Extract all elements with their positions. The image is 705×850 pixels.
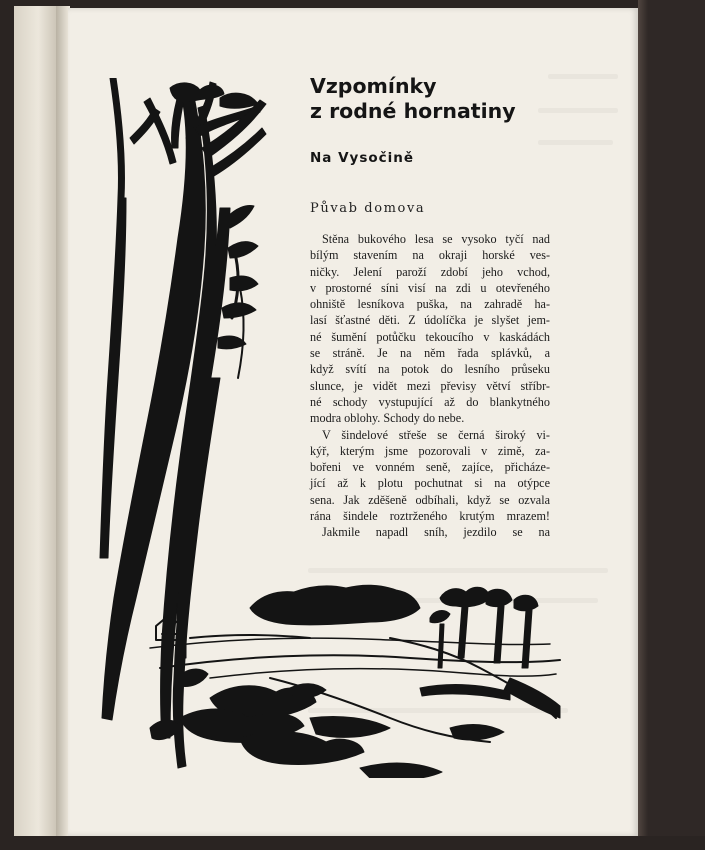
text-line: rána šindele roztrženého krutým mrazem! xyxy=(310,509,550,524)
chapter-title xyxy=(310,74,516,124)
text-line: Jakmile napadl sníh, jezdilo se na xyxy=(322,525,550,540)
scan-edge-bottom xyxy=(0,836,705,850)
text-line: né schody vystupující až do blankytného xyxy=(310,394,550,409)
text-line: bořeni ve vonném seně, zajíce, přicháze- xyxy=(310,460,550,475)
text-line: V šindelové střeše se černá široký vi- xyxy=(322,427,550,442)
text-line: se stráně. Je na něm řada splávků, a xyxy=(310,346,550,361)
scan-edge-left xyxy=(0,0,14,850)
scan-edge-top xyxy=(0,0,705,8)
text-line: kýř, kterým jsme pozorovali v zimě, za- xyxy=(310,443,550,458)
text-line: ničky. Jelení paroží zdobí jeho vchod, xyxy=(310,264,550,279)
text-line: lasí šťastné děti. Z údolíčka je slyšet jem- xyxy=(310,313,550,328)
text-line: ohniště lesníkova puška, na zahradě ha- xyxy=(310,297,550,312)
text-line: v prostorné síni visí na zdi u otevřeného xyxy=(310,280,550,295)
text-line: jící až k plotu pochutnat si na otýpce xyxy=(310,476,550,491)
section-heading: Půvab domova xyxy=(310,201,426,216)
chapter-subtitle: Na Vysočině xyxy=(310,150,415,166)
text-line: Stěna bukového lesa se vysoko tyčí nad xyxy=(322,232,550,246)
text-line: modra oblohy. Schody do nebe. xyxy=(310,411,465,426)
chapter-title-line: z rodné hornatiny xyxy=(310,99,516,123)
body-text xyxy=(310,231,550,541)
text-line: bílým stavením na okraji horské ves- xyxy=(310,248,550,263)
previous-page-edge xyxy=(14,6,58,844)
text-line: když svítí na potok do lesního průseku xyxy=(310,362,550,377)
scan-edge-right xyxy=(638,0,705,850)
text-line: né šumění potůčku tekoucího v kaskádách xyxy=(310,329,550,344)
text-line: sena. Jak zděšeně odbíhali, když se ozvala xyxy=(310,492,550,507)
chapter-title-line: Vzpomínky xyxy=(310,74,437,98)
text-line: slunce, je vidět mezi převisy větví stříbr- xyxy=(310,378,550,393)
